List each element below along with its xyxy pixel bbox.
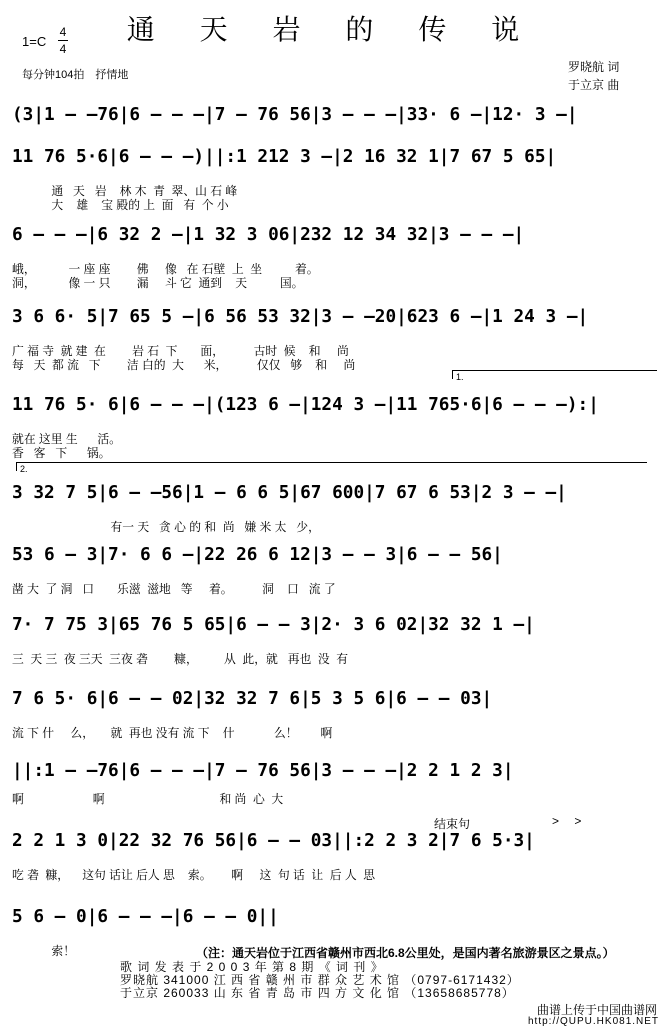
accent-marks: > > [552,814,588,828]
lyric-line: 流 下 什 么， 就 再也 没有 流 下 什 么！ 啊 [12,726,333,740]
notation-line: 3 32 7 5|6 — —56|1 — 6 6 5|67 600|7 67 6 53|2 3 — —| [12,482,567,503]
notation-line: ||:1 — —76|6 — — —|7 — 76 56|3 — — —|2 2 1 2 3| [12,760,514,781]
lyric-line: 索！ [12,944,76,958]
lyric-line: 啊 啊 和 尚 心 大 [12,792,284,806]
time-signature [58,24,68,57]
lyric-line: 广 福 寺 就 建 在 岩 石 下 面， 古时 候 和 尚 [12,344,349,358]
lyric-line: 大 雄 宝 殿的 上 面 有 个 小 [12,198,229,212]
notation-line: 3 6 6· 5|7 65 5 —|6 56 53 32|3 — —20|623 6 —|1 24 3 —| [12,306,589,327]
footnote: （注：通天岩位于江西省赣州市西北6.8公里处，是国内著名旅游景区之景点。） [196,946,615,960]
lyric-line: 峨， 一 座 座 佛 像 在 石壁 上 坐 着。 [12,262,319,276]
lyric-line: 香 客 下 锅。 [12,446,111,460]
notation-line: 11 76 5· 6|6 — — —|(123 6 —|124 3 —|11 765·6|6 — — —):| [12,394,599,415]
tempo-marking: 每分钟104拍 抒情地 [22,69,129,81]
meter-top: 4 [59,25,67,39]
lyric-line: 就在 这里 生 活。 [12,432,121,446]
lyricist-credit: 罗晓航 词 [568,60,620,74]
notation-line: 11 76 5·6|6 — — —)||:1 212 3 —|2 16 32 1|7 67 5 65| [12,146,557,167]
lyric-line: 三 天 三 夜 三天 三夜 砻 糠， 从 此，就 再也 没 有 [12,652,349,666]
notation-line: (3|1 — —76|6 — — —|7 — 76 56|3 — — —|33· 6 —|12· 3 —| [12,104,578,125]
site-url: http://QUPU.HK081.NET [528,1016,660,1027]
composer-credit: 于立京 曲 [568,78,620,92]
notation-line: 53 6 — 3|7· 6 6 —|22 26 6 12|3 — — 3|6 — — 56| [12,544,503,565]
volta2-label: 2. [20,464,28,474]
notation-line: 6 — — —|6 32 2 —|1 32 3 06|232 12 34 32|3 — — —| [12,224,525,245]
lyric-line: 有一 天 贪 心 的 和 尚 嫌 米 太 少， [12,520,320,534]
second-ending-bracket [16,462,647,474]
first-ending-bracket [452,370,657,382]
lyric-line: 凿 大 了 洞 口 乐滋 滋地 等 着。 洞 口 流 了 [12,582,336,596]
composer-address: 于立京 260033 山 东 省 青 岛 市 四 方 文 化 馆 （13658685778） [120,986,515,1000]
coda-label: 结束句 [434,817,471,831]
upload-credit: 曲谱上传于中国曲谱网 [537,1003,658,1017]
lyric-line: 吃 砻 糠， 这句 话让 后人 思 索。 啊 这 句 话 让 后 人 思 [12,868,376,882]
song-title: 通 天 岩 的 传 说 [126,13,538,46]
notation-line: 5 6 — 0|6 — — —|6 — — 0|| [12,906,279,927]
volta1-label: 1. [456,372,464,382]
meter-bottom: 4 [59,42,67,56]
key-signature: 1=C [22,34,47,49]
notation-line: 7· 7 75 3|65 76 5 65|6 — — 3|2· 3 6 02|32 32 1 —| [12,614,535,635]
lyric-line: 通 天 岩 林 木 青 翠、山 石 峰 [12,184,238,198]
lyric-line: 每 天 都 流 下 洁 白的 大 米， 仅仅 够 和 尚 [12,358,356,372]
publication-note: 歌 词 发 表 于 2 0 0 3 年 第 8 期 《 词 刊 》 [120,960,384,974]
notation-line: 2 2 1 3 0|22 32 76 56|6 — — 03||:2 2 3 2|7 6 5·3| [12,830,535,851]
notation-line: 7 6 5· 6|6 — — 02|32 32 7 6|5 3 5 6|6 — — 03| [12,688,493,709]
lyric-line: 洞， 像 一 只 漏 斗 它 通到 天 国。 [12,276,304,290]
lyricist-address: 罗晓航 341000 江 西 省 赣 州 市 群 众 艺 术 馆 （0797-6171432） [120,973,520,987]
